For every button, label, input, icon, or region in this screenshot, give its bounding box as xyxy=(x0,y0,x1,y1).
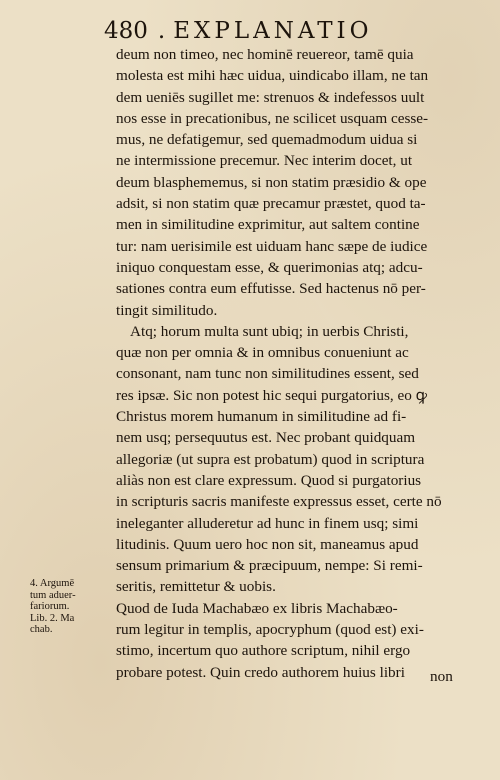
text-line: consonant, nam tunc non similitudines essent, sed xyxy=(116,365,419,383)
text-line: Christus morem humanum in similitudine ad fi- xyxy=(116,408,407,426)
text-line: adsit, si non statim quæ precamur præstet, quod ta- xyxy=(116,195,426,213)
marginal-note-line: fariorum. xyxy=(30,601,70,612)
text-line: res ipsæ. Sic non potest hic sequi purgatorius, eo ꝙ xyxy=(116,386,428,404)
text-line: men in similitudine exprimitur, aut saltem contine xyxy=(116,216,420,234)
header-separator: . xyxy=(157,18,166,44)
text-line: dem ueniēs sugillet me: strenuos & indefessos uult xyxy=(116,88,425,106)
text-line: allegoriæ (ut supra est probatum) quod in scriptura xyxy=(116,450,425,468)
marginal-note-line: Lib. 2. Ma xyxy=(30,612,75,624)
text-line: nem usq; persequutus est. Nec probant quidquam xyxy=(116,429,416,447)
text-line: iniquo conquestam esse, & querimonias atq; adcu- xyxy=(116,258,423,276)
text-line: sationes contra eum effutisse. Sed hactenus nō per- xyxy=(116,280,426,298)
text-line: quæ non per omnia & in omnibus conueniunt ac xyxy=(116,344,409,362)
marginal-note-line: 4. Argumē xyxy=(30,578,75,589)
text-line: probare potest. Quin credo authorem huius libri xyxy=(116,663,405,681)
text-line: tingit similitudo. xyxy=(116,301,218,319)
text-line: mus, ne defatigemur, sed quemadmodum uidua si xyxy=(116,131,418,149)
text-line: seritis, remittetur & uobis. xyxy=(116,578,276,596)
text-line: rum legitur in templis, apocryphum (quod est) exi- xyxy=(116,621,424,639)
page-number: 480 xyxy=(104,18,148,44)
running-title: EXPLANATIO xyxy=(173,18,373,44)
text-line: stimo, incertum quo authore scriptum, nihil ergo xyxy=(116,642,411,660)
text-line: Quod de Iuda Machabæo ex libris Machabæo- xyxy=(116,599,398,617)
text-line: tur: nam uerisimile est uiduam hanc sæpe de iudice xyxy=(116,237,428,255)
text-line: molesta est mihi hæc uidua, uindicabo illam, ne tan xyxy=(116,67,429,85)
marginal-note xyxy=(30,578,110,636)
marginal-note-line: tum aduer- xyxy=(30,589,76,601)
text-line: sensum primarium & præcipuum, nempe: Si remi- xyxy=(116,557,423,575)
text-line: ineleganter alluderetur ad hunc in finem usq; simi xyxy=(116,514,419,532)
text-line: nos esse in precationibus, ne scilicet usquam cesse- xyxy=(116,109,429,127)
running-header xyxy=(104,18,464,46)
text-line: Atq; horum multa sunt ubiq; in uerbis Christi, xyxy=(130,322,409,340)
catchword: non xyxy=(430,668,453,685)
marginal-note-line: chab. xyxy=(30,624,53,635)
text-line: deum non timeo, nec hominē reuereor, tamē quia xyxy=(116,46,414,63)
text-line: aliàs non est clare expressum. Quod si purgatorius xyxy=(116,471,422,489)
text-line: ne intermissione precemur. Nec interim docet, ut xyxy=(116,152,413,170)
text-line: deum blasphememus, si non statim præsidio & ope xyxy=(116,173,427,191)
text-line: litudinis. Quum uero hoc non sit, maneamus apud xyxy=(116,535,419,553)
main-text xyxy=(116,44,474,683)
text-line: in scripturis sacris manifeste expressus esset, certe nō xyxy=(116,493,442,511)
